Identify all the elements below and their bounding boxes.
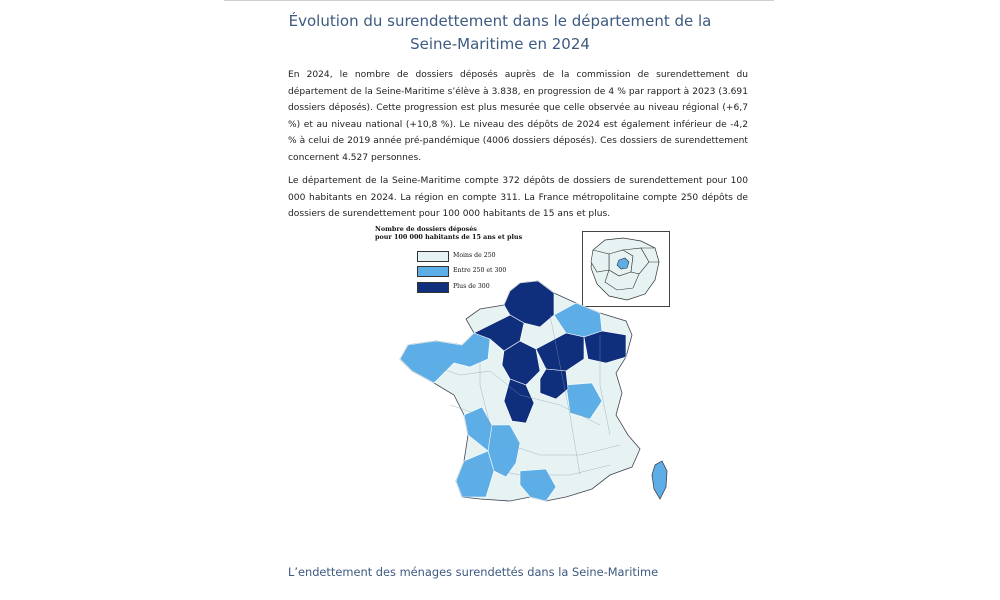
legend-title-line1: Nombre de dossiers déposés	[375, 225, 477, 233]
france-choropleth-map	[370, 225, 690, 510]
page-title: Évolution du surendettement dans le département de la Seine-Maritime en 2024	[288, 12, 712, 53]
legend-label-high: Plus de 300	[453, 283, 490, 290]
section-subtitle: L’endettement des ménages surendettés dans la Seine-Maritime	[288, 565, 659, 579]
legend-label-mid: Entre 250 et 300	[453, 267, 507, 274]
legend-title-line2: pour 100 000 habitants de 15 ans et plus	[375, 233, 523, 241]
paragraph-2: Le département de la Seine-Maritime compte 372 dépôts de dossiers de surendettement pour 100 000 habitants en 2024. La région en compte 311. La France métropolitaine compte 250 dépôts de dossiers de surendettement pour 100 000 habitants de 15 ans et plus.	[288, 176, 748, 219]
top-divider	[224, 0, 774, 1]
paragraph-1: En 2024, le nombre de dossiers déposés auprès de la commission de surendettement du département de la Seine-Maritime s’élève à 3.838, en progression de 4 % par rapport à 2023 (3.691 dossiers déposés). Cette progression est plus mesurée que celle observée au niveau régional (+6,7 %) et au niveau national (+10,8 %). Le niveau des dépôts de 2024 est également inférieur de -4,2 % à celui de 2019 année pré-pandémique (4006 dossiers déposés). Ces dossiers de surendettement concernent 4.527 personnes.	[288, 70, 748, 163]
legend-label-low: Moins de 250	[453, 252, 496, 259]
france-map-graphic	[370, 275, 690, 510]
map-legend-title	[375, 225, 545, 241]
legend-swatch-low	[417, 251, 449, 262]
